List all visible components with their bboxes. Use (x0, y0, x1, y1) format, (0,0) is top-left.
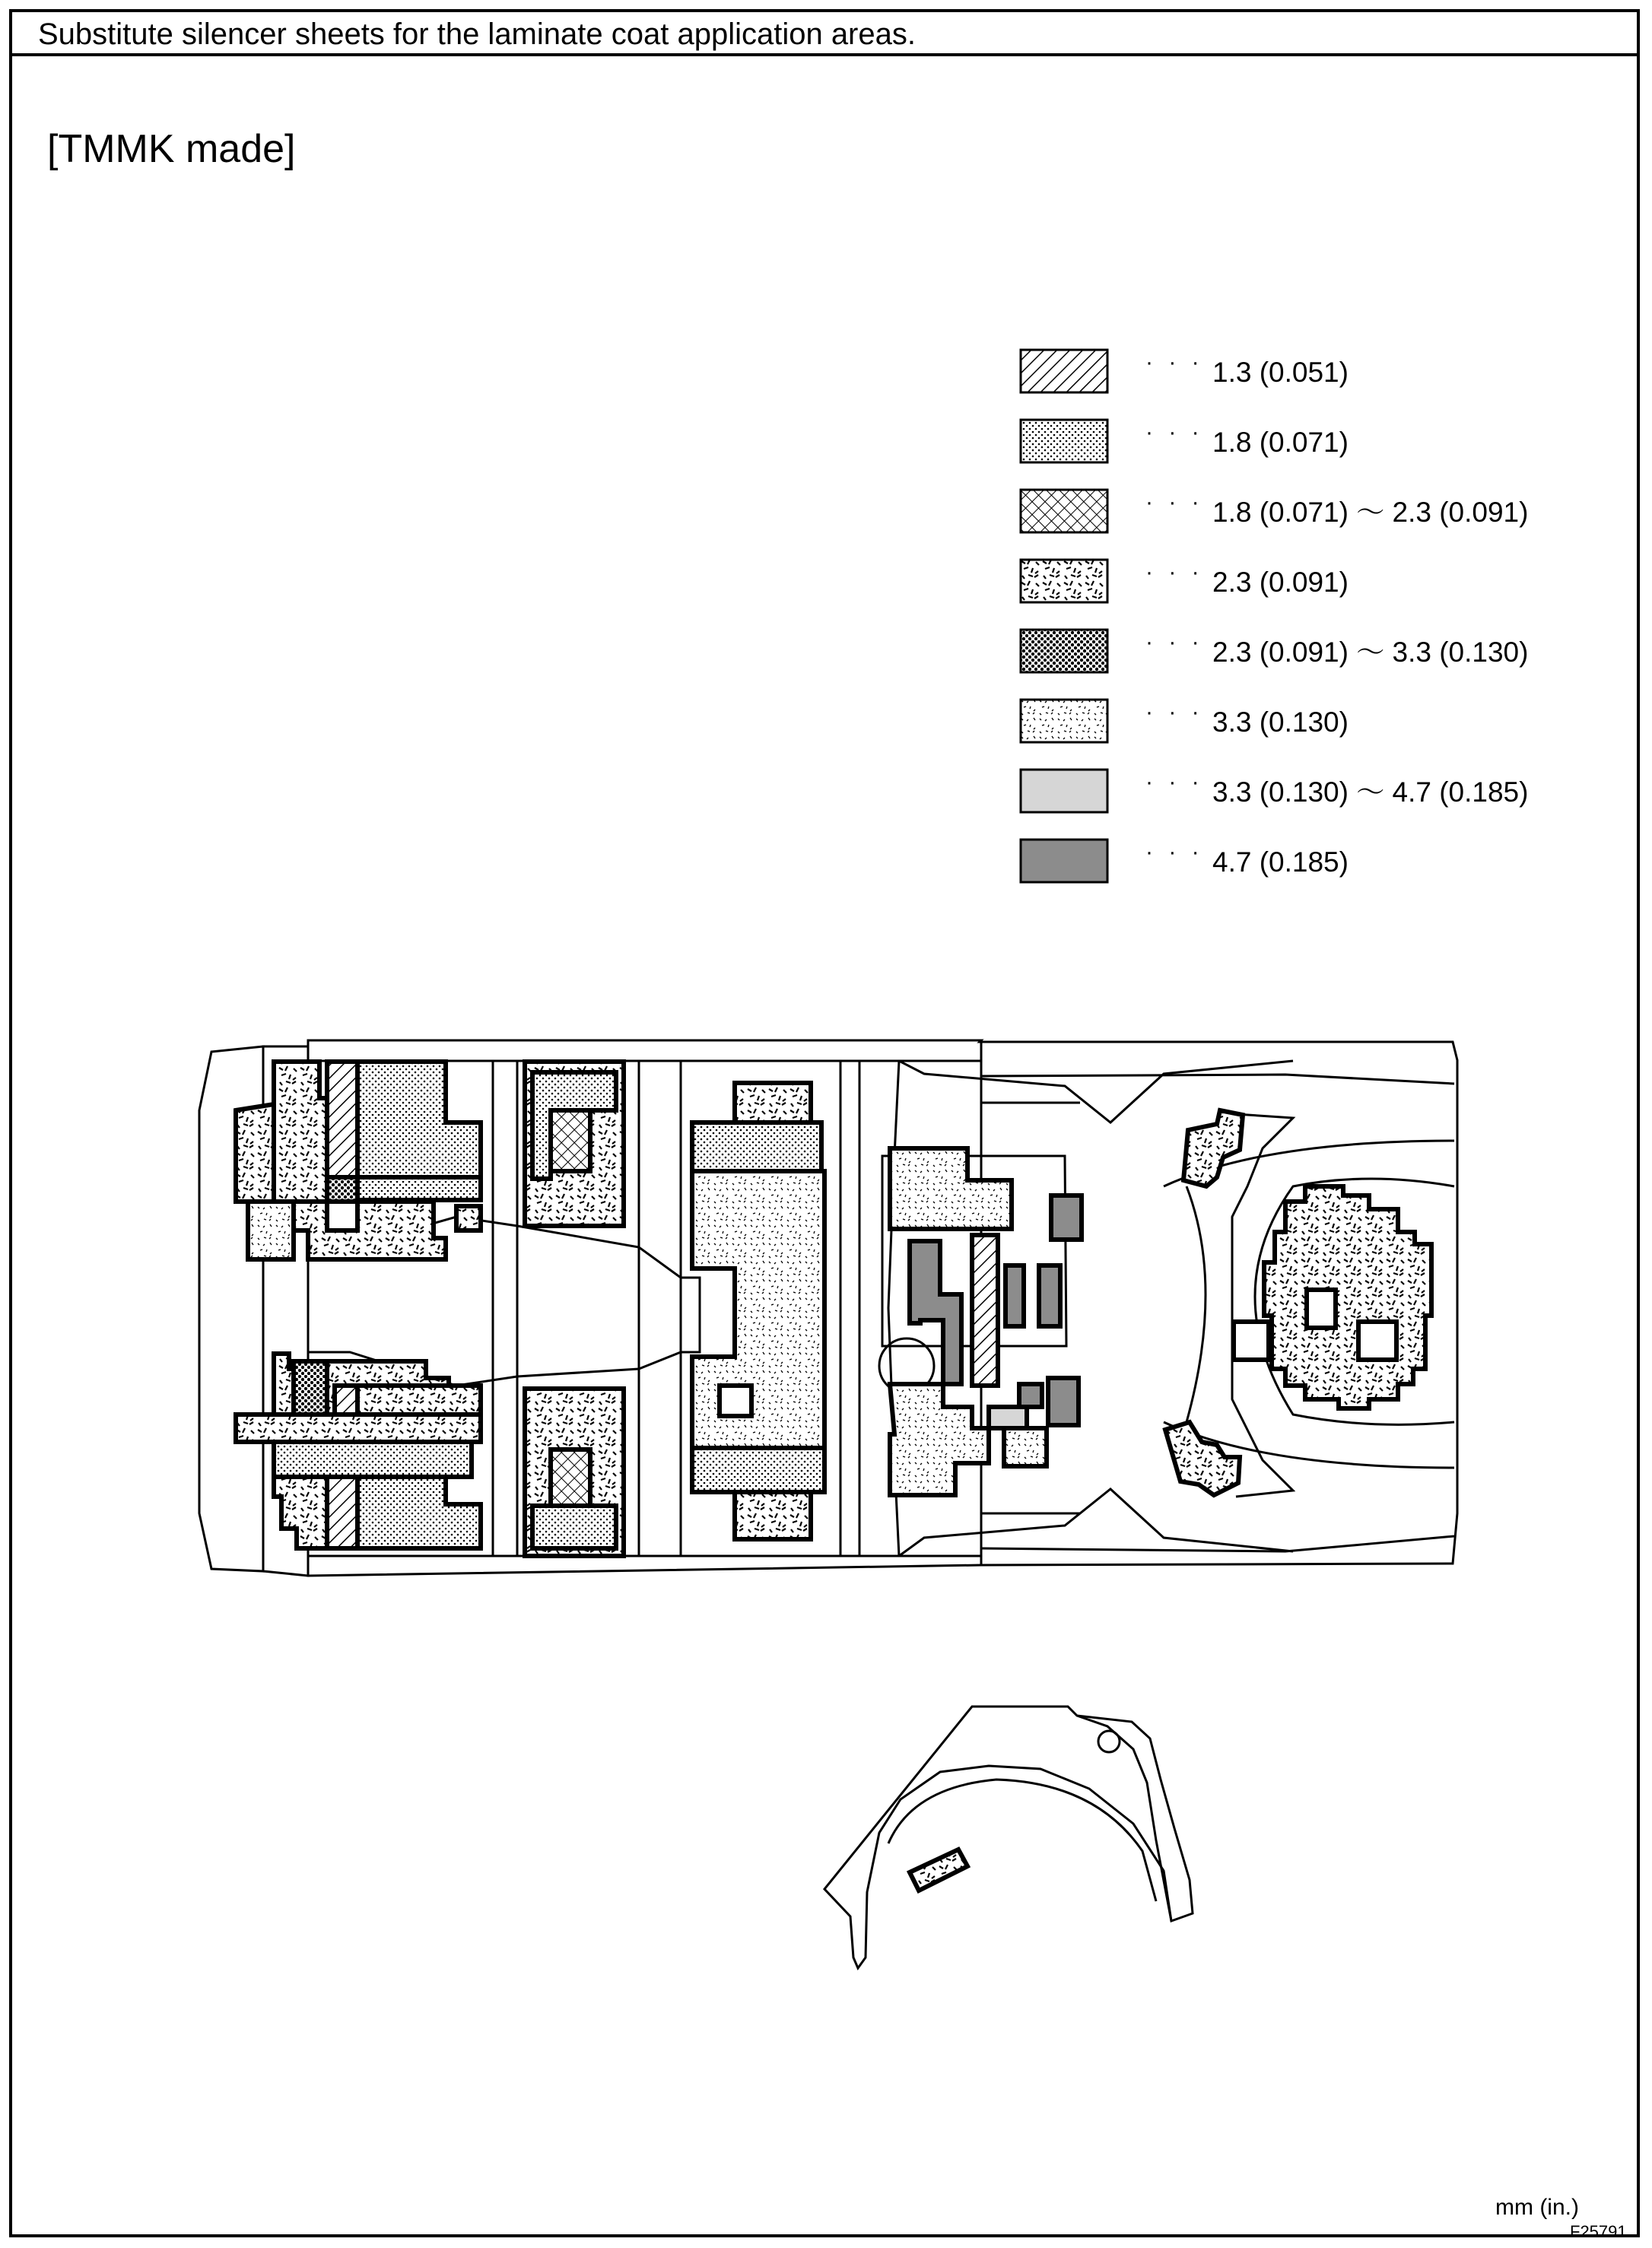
legend-swatch-dark-gray (1019, 838, 1109, 884)
figure-id: F25791 (1570, 2222, 1627, 2241)
legend-item (1019, 838, 1597, 885)
legend-swatch-dense-dots (1019, 628, 1109, 674)
legend-swatch-light-speckle (1019, 698, 1109, 744)
legend-swatch-speckle (1019, 558, 1109, 604)
legend-item (1019, 698, 1597, 745)
legend-label: 3.3 (0.130) ～ 4.7 (0.185) (1212, 776, 1529, 808)
legend-item (1019, 348, 1597, 395)
legend-dots: · · · (1145, 630, 1204, 655)
legend-label: 3.3 (0.130) (1212, 706, 1349, 738)
legend-dots: · · · (1145, 350, 1204, 375)
legend-label: 2.3 (0.091) ～ 3.3 (0.130) (1212, 637, 1529, 668)
legend-swatch-fine-dots (1019, 418, 1109, 464)
legend-label: 1.3 (0.051) (1212, 357, 1349, 388)
legend-dots: · · · (1145, 700, 1204, 725)
legend-dots: · · · (1145, 560, 1204, 585)
legend-item (1019, 768, 1597, 815)
unit-label: mm (in.) (1495, 2195, 1579, 2220)
legend-item (1019, 558, 1597, 605)
legend-swatch-light-gray (1019, 768, 1109, 814)
header-title: Substitute silencer sheets for the laminate coat application areas. (38, 17, 916, 51)
legend-dots: · · · (1145, 420, 1204, 445)
legend-dots: · · · (1145, 770, 1204, 795)
wheel-housing (824, 1707, 1193, 1968)
section-label: [TMMK made] (47, 127, 296, 171)
legend-item (1019, 418, 1597, 465)
wheel-housing-patch (910, 1850, 967, 1891)
legend-item (1019, 488, 1597, 535)
legend-label: 2.3 (0.091) (1212, 567, 1349, 598)
legend-label: 4.7 (0.185) (1212, 846, 1349, 878)
legend-label: 1.8 (0.071) ～ 2.3 (0.091) (1212, 497, 1529, 528)
legend-item (1019, 628, 1597, 675)
legend-swatch-crosshatch (1019, 488, 1109, 534)
legend-dots: · · · (1145, 840, 1204, 865)
legend-swatch-hatch (1019, 348, 1109, 394)
legend-label: 1.8 (0.071) (1212, 427, 1349, 458)
legend-dots: · · · (1145, 490, 1204, 515)
